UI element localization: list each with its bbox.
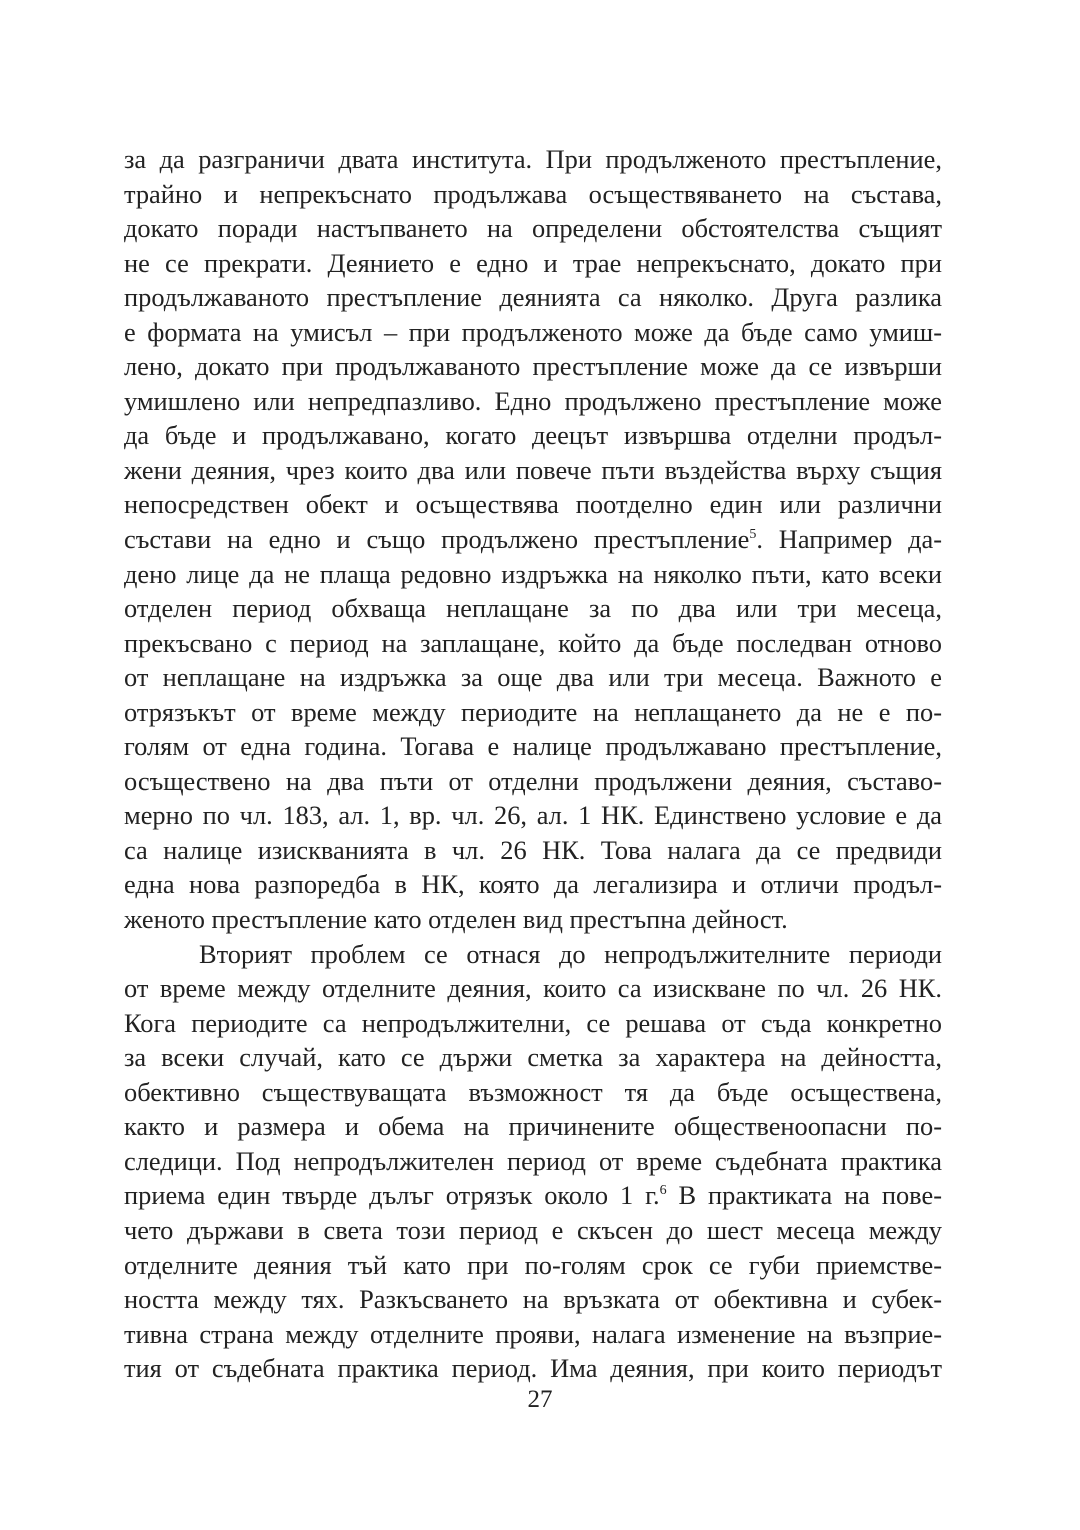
text-line: продължаваното престъпление деянията са няколко. Друга разлика — [124, 282, 942, 313]
paragraph-1 — [124, 142, 942, 937]
text-line: както и размера и обема на причинените общественоопасни по- — [124, 1111, 942, 1142]
footnote-ref-5[interactable]: 5 — [749, 527, 757, 543]
text-line: една нова разпоредба в НК, която да легализира и отличи продъл- — [124, 869, 942, 900]
page-number: 27 — [527, 1386, 553, 1413]
body-text — [124, 142, 942, 1386]
text-line: голям от една година. Тогава е налице продължавано престъпление, — [124, 731, 942, 762]
text-line: тивна страна между отделните прояви, налага изменение на възприе- — [124, 1318, 942, 1349]
text-line: обективно съществуващата възможност тя да бъде осъществена, — [124, 1076, 942, 1107]
text-line: непосредствен обект и осъществява поотделно един или различни — [124, 489, 942, 520]
text-line: за всеки случай, като се държи сметка за характера на дейността, — [124, 1042, 942, 1073]
text-line: женото престъпление като отделен вид престъпна дейност. — [124, 904, 788, 935]
text-line: са налице изискванията в чл. 26 НК. Това налага да се предвиди — [124, 834, 942, 865]
text-line: прекъсвано с период на заплащане, който да бъде последван отново — [124, 627, 942, 658]
text-segment: състави на едно и също продължено престъпление — [124, 524, 750, 555]
text-segment: В практиката на пове- — [666, 1180, 942, 1211]
text-line: е формата на умисъл – при продълженото може да бъде само умиш- — [124, 316, 942, 347]
text-line: Вторият проблем се отнася до непродължителните периоди — [199, 938, 942, 969]
text-segment: . Например да- — [756, 524, 942, 555]
text-line: ността между тях. Разкъсването на връзката от обективна и субек- — [124, 1284, 942, 1315]
text-line: умишлено или непредпазливо. Едно продължено престъпление може — [124, 385, 942, 416]
text-line: докато поради настъпването на определени обстоятелства същият — [124, 213, 942, 244]
text-line: трайно и непрекъснато продължава осъществяването на състава, — [124, 178, 942, 209]
text-line: отделните деяния тъй като при по-голям срок се губи приемстве- — [124, 1249, 942, 1280]
text-line: дено лице да не плаща редовно издръжка на няколко пъти, като всеки — [124, 558, 942, 589]
text-line: лено, докато при продължаваното престъпление може да се извърши — [124, 351, 942, 382]
text-line: жени деяния, чрез които два или повече пъти въздейства върху същия — [124, 454, 942, 485]
text-line — [124, 522, 942, 557]
text-line: осъществено на два пъти от отделни продължени деяния, съставо- — [124, 765, 942, 796]
text-line: отделен период обхваща неплащане за по два или три месеца, — [124, 593, 942, 624]
footnote-ref-6[interactable]: 6 — [659, 1183, 667, 1199]
text-line: да бъде и продължавано, когато деецът извършва отделни продъл- — [124, 420, 942, 451]
text-line: отрязъкът от време между периодите на неплащането да не е по- — [124, 696, 942, 727]
text-line: от неплащане на издръжка за още два или три месеца. Важното е — [124, 662, 942, 693]
text-line: за да разграничи двата института. При продълженото престъпление, — [124, 144, 942, 174]
paragraph-2 — [124, 937, 942, 1386]
text-segment: приема един твърде дълъг отрязък около 1 г. — [124, 1180, 660, 1211]
text-line: мерно по чл. 183, ал. 1, вр. чл. 26, ал. 1 НК. Единствено условие е да — [124, 800, 942, 831]
text-line: чето държави в света този период е скъсен до шест месеца между — [124, 1214, 942, 1245]
text-line: Кога периодите са непродължителни, се решава от съда конкретно — [124, 1007, 942, 1038]
text-line — [124, 1178, 942, 1213]
text-line: следици. Под непродължителен период от време съдебната практика — [124, 1145, 942, 1176]
text-line: не се прекрати. Деянието е едно и трае непрекъснато, докато при — [124, 247, 942, 278]
text-line: тия от съдебната практика период. Има деяния, при които периодът — [124, 1353, 942, 1384]
text-line: от време между отделните деяния, които са изискване по чл. 26 НК. — [124, 973, 942, 1004]
